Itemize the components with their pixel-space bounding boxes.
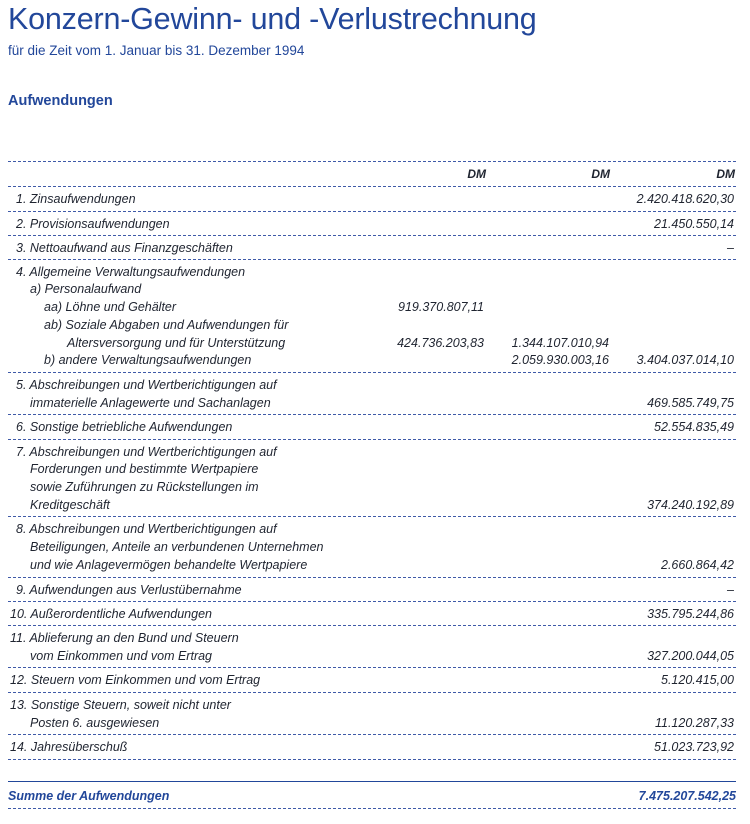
row-label: 7. Abschreibungen und Wertberichtigungen auf: [16, 445, 277, 459]
divider: [8, 577, 736, 578]
row-label: Forderungen und bestimmte Wertpapiere: [30, 462, 259, 476]
divider: [8, 734, 736, 735]
divider: [8, 759, 736, 760]
row-value-col3: 5.120.415,00: [661, 673, 734, 687]
row-label: Kreditgeschäft: [30, 498, 110, 512]
row-value-col2: 1.344.107.010,94: [511, 336, 609, 350]
row-label: Posten 6. ausgewiesen: [30, 716, 160, 730]
row-value-col3: 3.404.037.014,10: [636, 353, 734, 367]
divider: [8, 808, 736, 809]
divider: [8, 414, 736, 415]
row-value-col1: 919.370.807,11: [398, 300, 484, 314]
page-title: Konzern-Gewinn- und -Verlustrechnung: [8, 2, 537, 36]
row-value-col1: 424.736.203,83: [397, 336, 484, 350]
row-label: 13. Sonstige Steuern, soweit nicht unter: [10, 698, 231, 712]
divider: [8, 211, 736, 212]
divider: [8, 692, 736, 693]
row-label: 6. Sonstige betriebliche Aufwendungen: [16, 420, 233, 434]
row-label: ab) Soziale Abgaben und Aufwendungen für: [44, 318, 289, 332]
divider: [8, 259, 736, 260]
divider: [8, 372, 736, 373]
row-label: 2. Provisionsaufwendungen: [16, 217, 170, 231]
row-label: 10. Außerordentliche Aufwendungen: [10, 607, 212, 621]
total-value: 7.475.207.542,25: [638, 789, 736, 803]
row-value-col3: 327.200.044,05: [647, 649, 734, 663]
row-value-col2: 2.059.930.003,16: [511, 353, 609, 367]
row-value-col3: –: [727, 583, 734, 597]
row-label: 5. Abschreibungen und Wertberichtigungen auf: [16, 378, 277, 392]
divider: [8, 601, 736, 602]
row-value-col3: 21.450.550,14: [654, 217, 734, 231]
row-value-col3: 51.023.723,92: [654, 740, 734, 754]
row-label: 9. Aufwendungen aus Verlustübernahme: [16, 583, 242, 597]
divider: [8, 235, 736, 236]
column-header-1: DM: [467, 167, 486, 181]
row-label: 4. Allgemeine Verwaltungsaufwendungen: [16, 265, 246, 279]
row-label: immaterielle Anlagewerte und Sachanlagen: [30, 396, 271, 410]
row-label: 14. Jahresüberschuß: [10, 740, 128, 754]
row-value-col3: 374.240.192,89: [647, 498, 734, 512]
row-label: Altersversorgung und für Unterstützung: [67, 336, 286, 350]
row-label: 12. Steuern vom Einkommen und vom Ertrag: [10, 673, 261, 687]
row-label: Beteiligungen, Anteile an verbundenen Unternehmen: [30, 540, 324, 554]
row-label: und wie Anlagevermögen behandelte Wertpapiere: [30, 558, 308, 572]
row-label: vom Einkommen und vom Ertrag: [30, 649, 213, 663]
divider: [8, 439, 736, 440]
row-value-col3: –: [727, 241, 734, 255]
row-value-col3: 11.120.287,33: [654, 716, 734, 730]
row-label: sowie Zuführungen zu Rückstellungen im: [30, 480, 259, 494]
divider: [8, 161, 736, 162]
row-label: 3. Nettoaufwand aus Finanzgeschäften: [16, 241, 233, 255]
total-rule: [8, 781, 736, 782]
row-label: a) Personalaufwand: [30, 282, 142, 296]
divider: [8, 667, 736, 668]
row-value-col3: 335.795.244,86: [647, 607, 734, 621]
divider: [8, 186, 736, 187]
row-label: 11. Ablieferung an den Bund und Steuern: [10, 631, 239, 645]
row-value-col3: 52.554.835,49: [654, 420, 734, 434]
divider: [8, 625, 736, 626]
row-label: 8. Abschreibungen und Wertberichtigungen auf: [16, 522, 277, 536]
total-label: Summe der Aufwendungen: [8, 789, 170, 803]
column-header-2: DM: [591, 167, 610, 181]
column-header-3: DM: [716, 167, 735, 181]
row-label: b) andere Verwaltungsaufwendungen: [44, 353, 252, 367]
section-heading: Aufwendungen: [8, 93, 113, 109]
divider: [8, 516, 736, 517]
row-value-col3: 469.585.749,75: [647, 396, 734, 410]
row-label: aa) Löhne und Gehälter: [44, 300, 177, 314]
page-subtitle: für die Zeit vom 1. Januar bis 31. Dezember 1994: [8, 43, 305, 58]
row-value-col3: 2.660.864,42: [661, 558, 734, 572]
row-label: 1. Zinsaufwendungen: [16, 192, 136, 206]
row-value-col3: 2.420.418.620,30: [636, 192, 734, 206]
